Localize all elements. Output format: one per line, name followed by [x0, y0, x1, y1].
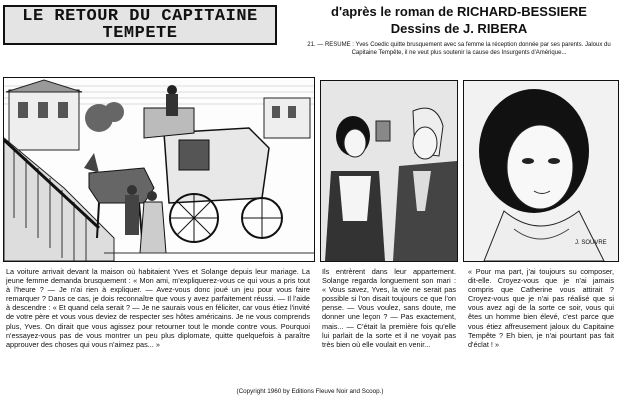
story-title-box: [3, 5, 277, 45]
credits: [300, 3, 618, 37]
panel-woman-portrait: [463, 80, 619, 262]
story-title-line1: LE RETOUR DU CAPITAINE: [22, 7, 258, 26]
panel1-caption: La voiture arrivait devant la maison où habitaient Yves et Solange depuis leur mariage. La jeune femme demanda brusquement : « Mon ami, m'expliquerez-vous ce qui vous a pris tout à l'heure ? — Je n'ai rien à expliquer. — Avez-vous donc joué un jeu pour vous faire remarquer ? Dans ce cas, je dois reconnaître que vous y avez parfaitement réussi. — Il l'aide à descendre : « Et quand cela serait ? — Je ne saurais vous en féliciter, car vous étiez l'invité de votre père et vous vous deviez de respecter ses hôtes américains. Je ne vous comprends plus, Yves. On dirait que vous agissez pour retourner tout le monde contre vous. Pourquoi n'essayez-vous pas de vous montrer un peu plus diplomate, quitte quelquefois à paraître approuver des choses qui vous n'aimez pas... »: [6, 267, 310, 349]
episode-summary: 21. — RESUME : Yves Coedic quitte brusquement avec sa femme la réception donnée par ses parents. Jaloux du Capitaine Tempête, il ne veut plus soutenir la cause des Insurgents d'Amérique...: [307, 42, 611, 56]
panel-couple-illustration: [320, 80, 458, 262]
couple-scene-drawing: [321, 81, 457, 261]
panel3-caption: « Pour ma part, j'ai toujours su composer, dit-elle. Croyez-vous que je n'ai jamais compris que Catherine vous attirait ? Croyez-vous que je n'ai pas réalisé que si vous avez agi de la sorte ce soir, vous qui êtes un homme bien élevé, c'est parce que vous étiez affreusement jaloux du Capitaine Tempête ? Eh bien, je n'ai pourtant pas fait d'éclat ! »: [468, 267, 614, 349]
copyright-notice: (Copyright 1960 by Editions Fleuve Noir and Scoop.): [236, 388, 384, 395]
carriage-scene-drawing: [4, 78, 314, 261]
woman-portrait-drawing: [464, 81, 618, 261]
author-credit: d'après le roman de RICHARD-BESSIERE: [331, 4, 587, 19]
story-title-line2: TEMPETE: [102, 24, 178, 43]
panel-carriage-illustration: [3, 77, 315, 262]
panel2-caption: Ils entrèrent dans leur appartement. Solange regarda longuement son mari : « Vous savez, Yves, la vie ne serait pas possible si l'on disait toujours ce que l'on pense. — Vous voulez, sans doute, me donner une leçon ? — Pas exactement, mais... — C'était la première fois qu'elle lui parlait de la sorte et il ne voyait pas très bien où elle voulait en venir...: [322, 267, 456, 349]
artist-credit: Dessins de J. RIBERA: [390, 21, 528, 36]
artist-signature: J. SOUVRE: [575, 240, 607, 246]
